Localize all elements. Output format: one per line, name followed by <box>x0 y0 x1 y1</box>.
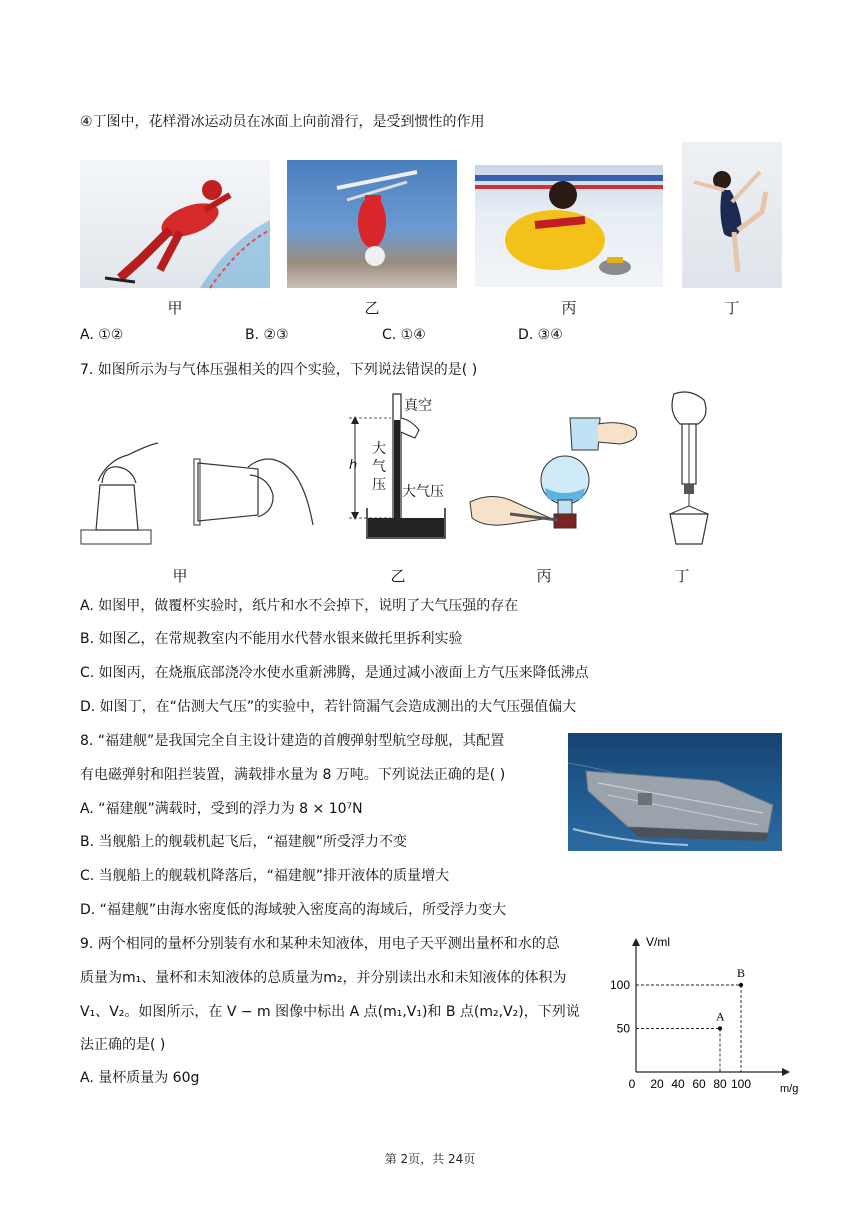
x-tick-label: 0 <box>628 1077 636 1091</box>
q7-figure-jia <box>78 425 318 550</box>
q7-option-a[interactable]: A. 如图甲，做覆杯实验时，纸片和水不会掉下，说明了大气压强的存在 <box>80 598 519 614</box>
x-tick-label: 20 <box>650 1077 664 1091</box>
q7-caption-yi: 乙 <box>390 567 406 585</box>
aerial-skier-photo <box>287 160 457 288</box>
y-tick-label: 50 <box>616 1021 630 1036</box>
q6-option-c[interactable]: C. ①④ <box>382 327 426 343</box>
q6-caption-jia: 甲 <box>167 299 183 317</box>
point-label-B: B <box>737 966 746 980</box>
data-point-B <box>739 983 743 987</box>
q6-caption-yi: 乙 <box>364 299 380 317</box>
q8-option-a[interactable]: A. “福建舰”满载时，受到的浮力为 8 × 10⁷N <box>80 801 363 817</box>
q8-stem-line1: 8. “福建舰”是我国完全自主设计建造的首艘弹射型航空母舰，其配置 <box>80 733 505 749</box>
q9-stem-line2: 质量为m₁、量杯和未知液体的总质量为m₂，并分别读出水和未知液体的体积为 <box>80 970 567 986</box>
speed-skater-photo <box>80 160 270 288</box>
x-tick-label: 80 <box>713 1077 727 1091</box>
q7-caption-bing: 丙 <box>536 567 552 585</box>
q7-caption-ding: 丁 <box>674 567 690 585</box>
q6-option-b[interactable]: B. ②③ <box>245 327 289 343</box>
q9-stem-line3: V₁、V₂。如图所示，在 V − m 图像中标出 A 点(m₁,V₁)和 B 点(m₂,V₂)，下列说 <box>80 1004 580 1020</box>
curling-athlete-photo <box>475 165 663 287</box>
q9-stem-line4: 法正确的是( ) <box>80 1037 166 1053</box>
point-label-A: A <box>716 1009 725 1024</box>
q8-option-c[interactable]: C. 当舰船上的舰载机降落后，“福建舰”排开液体的质量增大 <box>80 868 450 884</box>
chart-ticks <box>610 978 751 1091</box>
q7-option-c[interactable]: C. 如图丙，在烧瓶底部浇冷水使水重新沸腾，是通过减小液面上方气压来降低沸点 <box>80 665 589 681</box>
x-tick-label: 100 <box>730 1077 752 1091</box>
chart-guides <box>636 985 741 1072</box>
aircraft-carrier-photo <box>568 733 782 851</box>
page-footer: 第 2页，共 24页 <box>384 1152 476 1166</box>
q6-statement-4: ④丁图中，花样滑冰运动员在冰面上向前滑行，是受到惯性的作用 <box>80 114 485 130</box>
x-axis-label: m/g <box>780 1083 799 1095</box>
q8-stem-line2: 有电磁弹射和阻拦装置，满载排水量为 8 万吨。下列说法正确的是( ) <box>80 767 506 783</box>
x-tick-label: 60 <box>692 1077 706 1091</box>
y-axis-arrow <box>632 938 640 946</box>
q6-option-a[interactable]: A. ①② <box>80 327 124 343</box>
figure-skater-photo <box>682 142 782 288</box>
height-h-label: h <box>349 458 358 473</box>
atm-pressure-label: 大气压 <box>402 484 444 500</box>
q7-option-b[interactable]: B. 如图乙，在常规教室内不能用水代替水银来做托里拆利实验 <box>80 631 463 647</box>
x-axis-arrow <box>782 1068 790 1076</box>
x-tick-label: 40 <box>671 1077 685 1091</box>
q7-caption-jia: 甲 <box>172 567 188 585</box>
q7-option-d[interactable]: D. 如图丁，在“估测大气压”的实验中，若针筒漏气会造成测出的大气压强值偏大 <box>80 699 577 715</box>
q6-option-d[interactable]: D. ③④ <box>518 327 563 343</box>
q9-option-a[interactable]: A. 量杯质量为 60g <box>80 1070 200 1086</box>
q7-figure-ding <box>660 390 720 550</box>
v-m-chart <box>609 932 799 1095</box>
q6-caption-bing: 丙 <box>561 299 577 317</box>
q8-option-b[interactable]: B. 当舰船上的舰载机起飞后，“福建舰”所受浮力不变 <box>80 834 408 850</box>
y-tick-label: 100 <box>609 978 630 992</box>
q7-figure-bing <box>470 410 650 540</box>
q9-stem-line1: 9. 两个相同的量杯分别装有水和某种未知液体，用电子天平测出量杯和水的总 <box>80 936 560 952</box>
q7-stem: 7. 如图所示为与气体压强相关的四个实验，下列说法错误的是( ) <box>80 362 478 378</box>
vacuum-label: 真空 <box>404 398 432 414</box>
data-point-A <box>718 1026 722 1030</box>
q8-option-d[interactable]: D. “福建舰”由海水密度低的海域驶入密度高的海域后，所受浮力变大 <box>80 902 507 918</box>
q6-caption-ding: 丁 <box>724 299 740 317</box>
y-axis-label: V/ml <box>646 935 670 949</box>
atm-pressure-vertical-label: 大 气 压 <box>372 441 386 493</box>
